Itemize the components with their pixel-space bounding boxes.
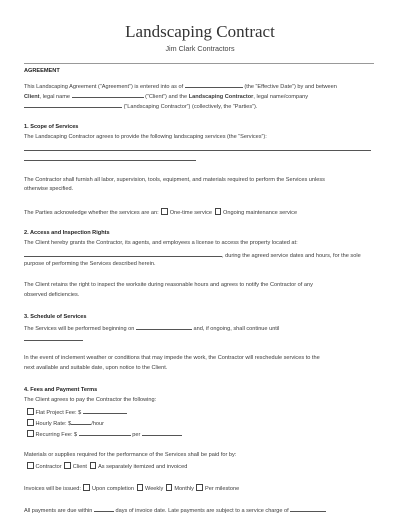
inv-milestone-label: Per milestone [204,486,240,492]
document-title: Landscaping Contract [125,22,275,41]
flat-fee-field[interactable] [83,408,127,414]
agreement-text: , legal name [39,94,71,100]
access-inspect-2: observed deficiencies. [24,292,80,298]
agreement-text: (“Landscaping Contractor”) (collectively, the “Parties”). [123,104,258,110]
payment-due-line [24,506,326,515]
schedule-text: and, if ongoing, shall continue until [193,326,280,332]
scope-intro: The Landscaping Contractor agrees to provide the following landscaping services (the “Services”): [24,134,267,140]
contractor-label: Landscaping Contractor [188,94,254,100]
access-text: , during the agreed service dates and hours, for the sole [222,253,361,259]
access-inspect-1: The Client retains the right to inspect the worksite during reasonable hours and agrees to notify the Contractor of any [24,282,313,288]
materials-options [26,462,187,471]
invoices-line [24,484,239,493]
invoices-label: Invoices will be issued: [24,486,81,492]
services-field-2[interactable] [24,160,196,161]
end-date-field[interactable] [24,340,83,341]
agreement-line-3 [24,102,257,111]
mat-separate-checkbox[interactable] [90,462,97,469]
scope-furnish-2: otherwise specified. [24,186,74,192]
schedule-weather-1: In the event of inclement weather or conditions that may impede the work, the Contractor will reschedule services to the [24,355,320,361]
client-label: Client [24,94,40,100]
recurring-fee-field[interactable] [79,430,131,436]
access-line-1: The Client hereby grants the Contractor, its agents, and employees a license to access the property located at: [24,240,298,246]
effective-date-field[interactable] [185,82,243,88]
payment-due-text: days of invoice date. Late payments are subject to a service charge of [115,508,289,514]
schedule-line-1 [24,324,279,333]
hourly-checkbox[interactable] [27,419,34,426]
inv-monthly-checkbox[interactable] [166,484,173,491]
flat-fee-label: Flat Project Fee: $ [35,410,82,416]
recurring-checkbox[interactable] [27,430,34,437]
fees-intro: The Client agrees to pay the Contractor the following: [24,397,157,403]
service-charge-field[interactable] [290,506,326,512]
agreement-line-1 [24,82,337,91]
mat-contractor-checkbox[interactable] [27,462,34,469]
agreement-text: (“Client”) and the [145,94,188,100]
payment-due-text: All payments are due within [24,508,93,514]
mat-separate-label: As separately itemized and invoiced [98,464,188,470]
schedule-heading: 3. Schedule of Services [24,314,87,320]
mat-client-checkbox[interactable] [64,462,71,469]
schedule-weather-2: next available and suitable date, upon notice to the Client. [24,365,168,371]
schedule-text: The Services will be performed beginning on [24,326,135,332]
scope-ack-text: The Parties acknowledge whether the services are an: [24,210,159,216]
inv-completion-label: Upon completion [91,486,134,492]
recurring-label: Recurring Fee: $ [35,432,78,438]
ongoing-checkbox[interactable] [215,208,222,215]
fees-heading: 4. Fees and Payment Terms [24,387,98,393]
agreement-heading: AGREEMENT [24,68,60,74]
inv-weekly-label: Weekly [145,486,164,492]
due-days-field[interactable] [94,506,114,512]
scope-ack-line [24,208,297,217]
access-heading: 2. Access and Inspection Rights [24,230,110,236]
one-time-checkbox[interactable] [161,208,168,215]
agreement-text: This Landscaping Agreement (“Agreement”) is entered into as of [24,84,184,90]
hourly-unit: /hour [91,421,105,427]
agreement-line-2 [24,92,308,101]
agreement-text: (the “Effective Date”) by and between [244,84,337,90]
hourly-rate-field[interactable] [71,419,91,425]
inv-completion-checkbox[interactable] [83,484,90,491]
contractor-name-field[interactable] [24,102,122,108]
client-name-field[interactable] [72,92,144,98]
flat-fee-option [26,408,127,417]
property-address-field[interactable] [24,251,222,257]
inv-monthly-label: Monthly [174,486,194,492]
recurring-per: per [132,432,141,438]
mat-client-label: Client [72,464,87,470]
inv-milestone-checkbox[interactable] [196,484,203,491]
scope-furnish-1: The Contractor shall furnish all labor, supervision, tools, equipment, and materials required to perform the Services unless [24,177,325,183]
agreement-text: , legal name/company [253,94,309,100]
inv-weekly-checkbox[interactable] [137,484,144,491]
materials-text: Materials or supplies required for the performance of the Services shall be paid for by: [24,452,237,458]
access-line-2 [24,251,361,260]
recurring-option [26,430,182,439]
ongoing-label: Ongoing maintenance service [223,210,298,216]
start-date-field[interactable] [136,324,192,330]
header-divider [24,63,374,64]
scope-heading: 1. Scope of Services [24,124,79,130]
access-line-3: purpose of performing the Services described herein. [24,261,156,267]
mat-contractor-label: Contractor [35,464,62,470]
services-field-1[interactable] [24,150,371,151]
flat-fee-checkbox[interactable] [27,408,34,415]
one-time-label: One-time service [169,210,212,216]
hourly-option [26,419,104,428]
recurring-period-field[interactable] [142,430,182,436]
hourly-label: Hourly Rate: $ [35,421,72,427]
document-subtitle: Jim Clark Contractors [165,44,235,53]
